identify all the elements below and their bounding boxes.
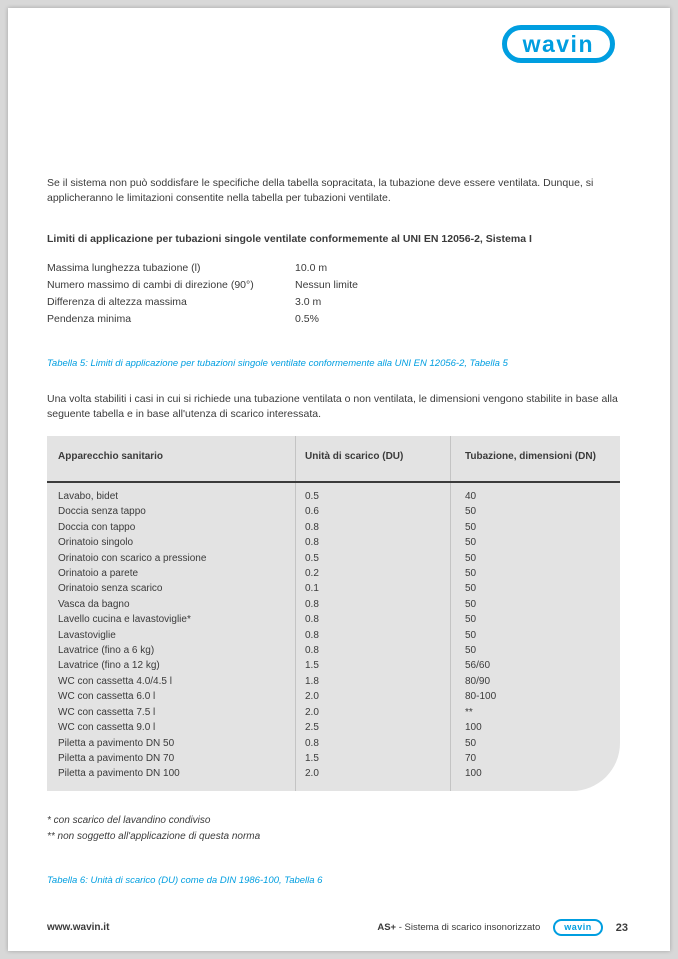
table-cell: 50 xyxy=(465,506,477,518)
table-cell: 80-100 xyxy=(465,691,497,703)
table-cell: 0.8 xyxy=(305,598,319,610)
table-cell: 0.8 xyxy=(305,629,319,641)
table-cell: 40 xyxy=(465,491,477,502)
table-cell: 70 xyxy=(465,752,477,764)
table-cell: 50 xyxy=(465,521,477,533)
table-cell: Lavatrice (fino a 12 kg) xyxy=(58,660,160,672)
table-cell: Orinatoio a parete xyxy=(58,568,139,580)
table-cell: 50 xyxy=(465,598,477,610)
footer-right-group xyxy=(377,919,628,936)
table-cell: 1.5 xyxy=(305,752,319,764)
footer-product-name: AS+ xyxy=(377,922,397,933)
table-cell: 0.2 xyxy=(305,568,319,580)
table-cell: 50 xyxy=(465,583,477,595)
table-row xyxy=(47,489,620,504)
table-cell: 50 xyxy=(465,737,477,749)
table-cell: Lavabo, bidet xyxy=(58,491,119,502)
table-cell: WC con cassetta 4.0/4.5 l xyxy=(58,675,172,687)
intro-paragraph: Se il sistema non può soddisfare le specifiche della tabella sopracitata, la tubazione deve essere ventilata. Dunque, si applicheranno le limitazioni consentite nella tabella per tubazioni ventilate. xyxy=(47,177,594,204)
limit-value: 3.0 m xyxy=(295,296,322,308)
table-header-dn: Tubazione, dimensioni (DN) xyxy=(465,451,596,462)
limit-label: Numero massimo di cambi di direzione (90°) xyxy=(47,279,254,291)
table-row xyxy=(47,581,620,596)
limit-label: Massima lunghezza tubazione (l) xyxy=(47,262,201,274)
table-cell: 2.0 xyxy=(305,706,319,718)
table-row xyxy=(47,504,620,519)
table-cell: ** xyxy=(465,706,473,718)
table-row xyxy=(47,705,620,720)
wavin-logo-text: wavin xyxy=(522,30,594,57)
table-header-apparecchio: Apparecchio sanitario xyxy=(58,451,164,462)
table-row xyxy=(47,736,620,751)
table-cell: 50 xyxy=(465,645,477,657)
sizing-paragraph: Una volta stabiliti i casi in cui si richiede una tubazione ventilata o non ventilata, le dimensioni vengono stabilite in base alla seguente tabella e in base all'utenza di scarico interessata. xyxy=(47,393,618,420)
table-row xyxy=(47,689,620,704)
du-table-header xyxy=(47,436,620,481)
wavin-logo-small: wavin xyxy=(553,919,603,936)
column-divider xyxy=(450,436,451,791)
table-cell: 2.0 xyxy=(305,768,319,780)
table-cell: 0.8 xyxy=(305,521,319,533)
table-row xyxy=(47,566,620,581)
table-cell: 0.1 xyxy=(305,583,319,595)
page-footer xyxy=(47,919,628,936)
table-cell: Orinatoio senza scarico xyxy=(58,583,163,595)
footnotes xyxy=(47,813,631,845)
table-cell: Lavello cucina e lavastoviglie* xyxy=(58,614,191,626)
table-cell: WC con cassetta 9.0 l xyxy=(58,722,156,734)
table-cell: WC con cassetta 6.0 l xyxy=(58,691,156,703)
footnote: ** non soggetto all'applicazione di questa norma xyxy=(47,830,261,842)
table-cell: 0.5 xyxy=(305,552,319,564)
page-content xyxy=(8,8,670,886)
table-cell: Doccia senza tappo xyxy=(58,506,146,518)
table-cell: 0.8 xyxy=(305,614,319,626)
limit-value: 10.0 m xyxy=(295,262,328,274)
table-cell: 50 xyxy=(465,614,477,626)
table-row xyxy=(47,612,620,627)
table-cell: 2.0 xyxy=(305,691,319,703)
limit-row xyxy=(47,277,631,294)
table-cell: Piletta a pavimento DN 70 xyxy=(58,752,175,764)
table-cell: 56/60 xyxy=(465,660,491,672)
limits-list xyxy=(47,260,631,328)
table-cell: Doccia con tappo xyxy=(58,521,136,533)
limit-value: Nessun limite xyxy=(295,279,359,291)
table-cell: Piletta a pavimento DN 100 xyxy=(58,768,180,780)
table-row xyxy=(47,674,620,689)
table-cell: 50 xyxy=(465,537,477,549)
table-cell: 50 xyxy=(465,568,477,580)
table-cell: 50 xyxy=(465,552,477,564)
table6-caption: Tabella 6: Unità di scarico (DU) come da DIN 1986-100, Tabella 6 xyxy=(47,874,323,886)
document-page xyxy=(8,8,670,951)
footnote: * con scarico del lavandino condiviso xyxy=(47,814,211,826)
table-cell: 100 xyxy=(465,768,482,780)
limit-value: 0.5% xyxy=(295,313,319,325)
footer-product xyxy=(377,922,540,933)
table-row xyxy=(47,643,620,658)
footer-product-desc: - Sistema di scarico insonorizzato xyxy=(398,922,541,933)
table-cell: 50 xyxy=(465,629,477,641)
footer-website[interactable]: www.wavin.it xyxy=(47,922,110,933)
table-row xyxy=(47,751,620,766)
table-row xyxy=(47,597,620,612)
table-cell: Orinatoio singolo xyxy=(58,537,134,549)
limit-row xyxy=(47,294,631,311)
page-number: 23 xyxy=(615,921,628,934)
table-cell: 80/90 xyxy=(465,675,491,687)
table-row xyxy=(47,628,620,643)
table-cell: Orinatoio con scarico a pressione xyxy=(58,552,207,564)
limit-row xyxy=(47,311,631,328)
du-table xyxy=(47,436,620,791)
table-row xyxy=(47,658,620,673)
header-underline xyxy=(47,481,620,483)
table-cell: WC con cassetta 7.5 l xyxy=(58,706,156,718)
table-cell: 0.5 xyxy=(305,491,319,502)
table-cell: 2.5 xyxy=(305,722,319,734)
table-row xyxy=(47,551,620,566)
table-cell: Lavatrice (fino a 6 kg) xyxy=(58,645,155,657)
table-cell: 100 xyxy=(465,722,482,734)
limit-label: Pendenza minima xyxy=(47,313,132,325)
table-cell: 0.6 xyxy=(305,506,319,518)
table-cell: 1.8 xyxy=(305,675,319,687)
table-row xyxy=(47,535,620,550)
table-cell: 0.8 xyxy=(305,737,319,749)
limit-row xyxy=(47,260,631,277)
table5-caption: Tabella 5: Limiti di applicazione per tubazioni singole ventilate conformemente alla UNI EN 12056-2, Tabella 5 xyxy=(47,358,508,369)
du-table-body xyxy=(47,481,620,791)
wavin-logo xyxy=(502,25,615,63)
table-cell: Piletta a pavimento DN 50 xyxy=(58,737,175,749)
table-header-du: Unità di scarico (DU) xyxy=(305,451,404,462)
column-divider xyxy=(295,436,296,791)
table-row xyxy=(47,766,620,781)
table-cell: Vasca da bagno xyxy=(58,598,130,610)
limits-heading: Limiti di applicazione per tubazioni singole ventilate conformemente al UNI EN 12056-2, Sistema I xyxy=(47,233,532,245)
table-cell: Lavastoviglie xyxy=(58,629,116,641)
limit-label: Differenza di altezza massima xyxy=(47,296,187,308)
table-cell: 0.8 xyxy=(305,537,319,549)
table-row xyxy=(47,720,620,735)
table-row xyxy=(47,520,620,535)
table-cell: 1.5 xyxy=(305,660,319,672)
table-cell: 0.8 xyxy=(305,645,319,657)
